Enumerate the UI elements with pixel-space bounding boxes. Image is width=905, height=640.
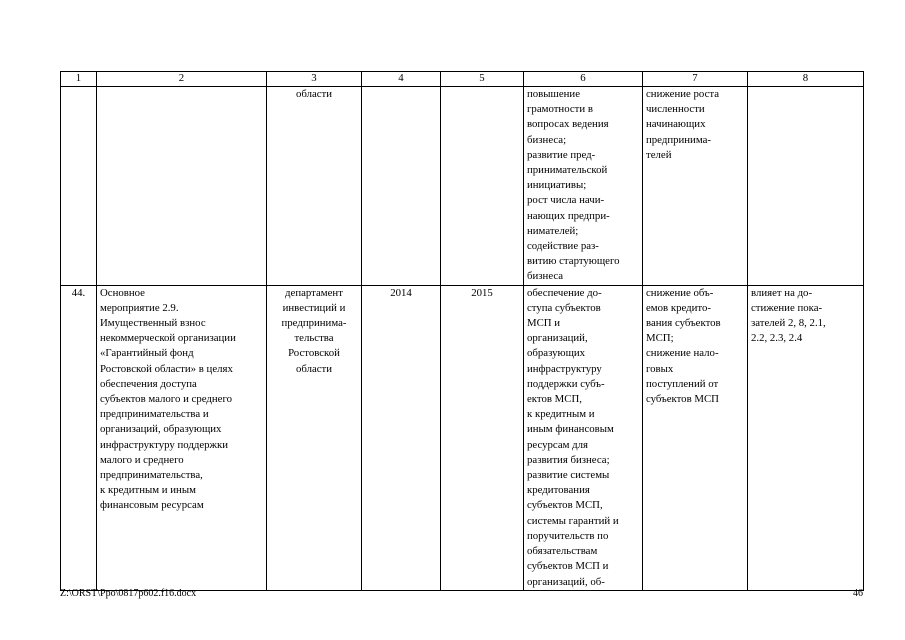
- start-year-cell: 2014: [362, 285, 441, 590]
- header-col-6: 6: [524, 72, 643, 87]
- header-col-5: 5: [441, 72, 524, 87]
- header-col-8: 8: [748, 72, 864, 87]
- table-row: [61, 285, 864, 590]
- expected-result-cell: обеспечение до- ступа субъектов МСП и организаций, образующих инфраструктуру поддержки субъ- ектов МСП, к кредитным и иным финансовым ресурсам для развития бизнеса; развитие системы кредитования субъектов МСП, системы гарантий и поручительств по обязательствам субъектов МСП и организаций, об-: [524, 285, 643, 590]
- row-number-cell: 44.: [61, 285, 97, 590]
- header-col-3: 3: [267, 72, 362, 87]
- header-col-7: 7: [643, 72, 748, 87]
- consequences-cell: снижение роста численности начинающих предпринима- телей: [643, 87, 748, 286]
- end-year-cell: 2015: [441, 285, 524, 590]
- influence-cell: [748, 87, 864, 286]
- header-col-1: 1: [61, 72, 97, 87]
- measure-name-cell: Основное мероприятие 2.9. Имущественный взнос некоммерческой организации «Гарантийный фонд Ростовской области» в целях обеспечения доступа субъектов малого и среднего предпринимательства и организаций, образующих инфраструктуру поддержки малого и среднего предпринимательства, к кредитным и иным финансовым ресурсам: [97, 285, 267, 590]
- influence-cell: влияет на до- стижение пока- зателей 2, 8, 2.1, 2.2, 2.3, 2.4: [748, 285, 864, 590]
- executor-cell: области: [267, 87, 362, 286]
- program-table: [60, 71, 864, 591]
- table-row: [61, 87, 864, 286]
- end-year-cell: [441, 87, 524, 286]
- header-row: [61, 72, 864, 87]
- consequences-cell: снижение объ- емов кредито- вания субъектов МСП; снижение нало- говых поступлений от субъектов МСП: [643, 285, 748, 590]
- executor-cell: департамент инвестиций и предпринима- тельства Ростовской области: [267, 285, 362, 590]
- measure-name-cell: [97, 87, 267, 286]
- start-year-cell: [362, 87, 441, 286]
- header-col-2: 2: [97, 72, 267, 87]
- row-number-cell: [61, 87, 97, 286]
- expected-result-cell: повышение грамотности в вопросах ведения бизнеса; развитие пред- принимательской инициативы; рост числа начи- нающих предпри- нимателей; содействие раз- витию стартующего бизнеса: [524, 87, 643, 286]
- page-number: 46: [853, 588, 863, 599]
- footer-file-path: Z:\ORST\Ppo\0817p602.f16.docx: [60, 588, 197, 599]
- header-col-4: 4: [362, 72, 441, 87]
